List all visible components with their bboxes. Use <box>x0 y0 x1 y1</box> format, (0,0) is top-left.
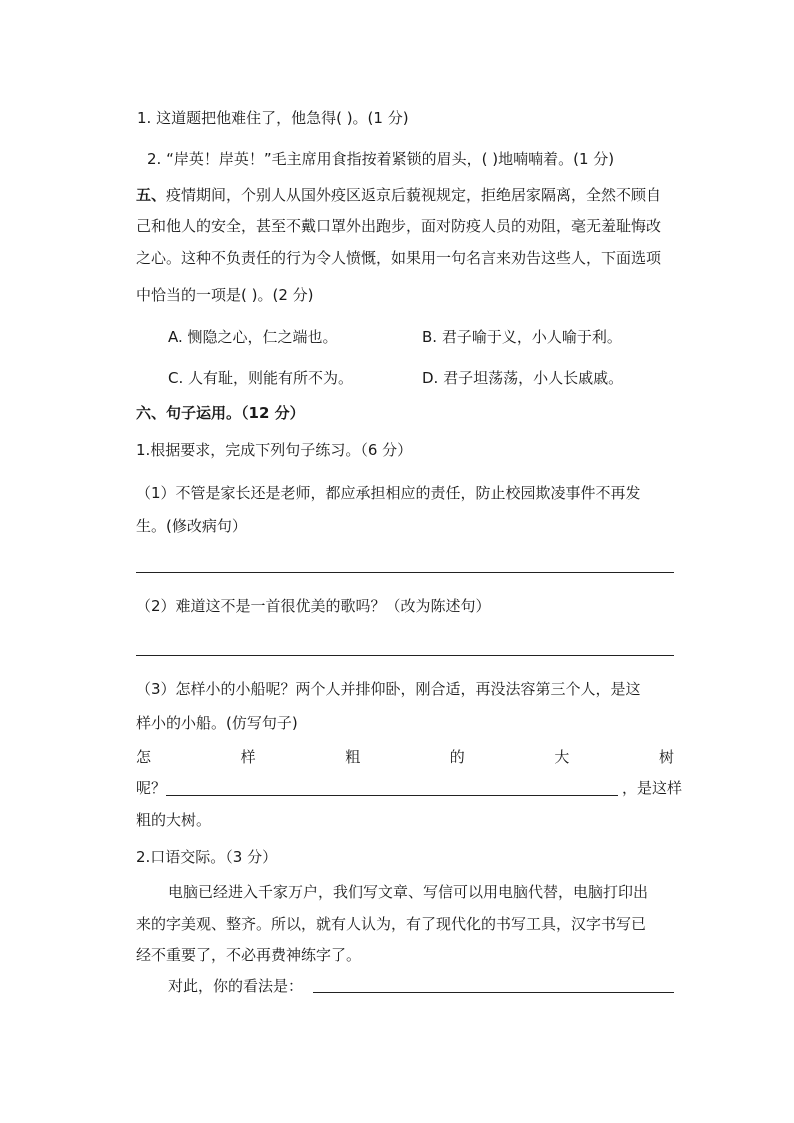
option-b: B. 君子喻于义，小人喻于利。 <box>422 328 622 346</box>
opinion-prompt: 对此，你的看法是： <box>168 977 304 995</box>
question-6-2-line-3: 经不重要了，不必再费神练字了。 <box>136 946 362 964</box>
section-5-line-4: 中恰当的一项是( )。(2 分) <box>136 286 314 304</box>
question-6-2-line-2: 来的字美观、整齐。所以，就有人认为，有了现代化的书写工具，汉字书写已 <box>136 915 647 933</box>
imitation-char: 树 <box>658 748 674 766</box>
imitation-line-end: ，是这样 <box>622 779 683 797</box>
imitation-char: 样 <box>240 748 256 766</box>
option-c: C. 人有耻，则能有所不为。 <box>168 369 354 387</box>
imitation-char: 的 <box>449 748 465 766</box>
imitation-sentence-start <box>136 747 674 767</box>
imitation-char: 怎 <box>136 748 152 766</box>
option-d: D. 君子坦荡荡，小人长戚戚。 <box>422 369 624 387</box>
imitation-line-start: 呢？ <box>136 779 167 797</box>
question-6-2-title: 2.口语交际。（3 分） <box>136 848 278 866</box>
imitation-char: 粗 <box>345 748 361 766</box>
answer-line-1[interactable] <box>136 572 674 573</box>
section-5-text-1: 疫情期间，个别人从国外疫区返京后藐视规定，拒绝居家隔离，全然不顾自 <box>166 186 662 204</box>
section-5-line-3: 之心。这种不负责任的行为令人愤慨，如果用一句名言来劝告这些人，下面选项 <box>136 249 662 267</box>
section-5-line-1 <box>136 185 661 205</box>
imitation-line-tail: 粗的大树。 <box>136 811 212 829</box>
section-5-line-2: 己和他人的安全，甚至不戴口罩外出跑步，面对防疫人员的劝阻，毫无羞耻悔改 <box>136 217 662 235</box>
question-4-1: 1. 这道题把他难住了，他急得( )。(1 分) <box>137 109 409 127</box>
question-6-1-1-line-1: （1）不管是家长还是老师，都应承担相应的责任，防止校园欺凌事件不再发 <box>136 484 641 502</box>
question-6-1-title: 1.根据要求，完成下列句子练习。（6 分） <box>136 441 413 459</box>
opinion-answer-line[interactable] <box>313 992 674 993</box>
question-6-1-3-line-2: 样小的小船。(仿写句子) <box>136 714 298 732</box>
section-5-heading: 五、 <box>136 186 167 204</box>
question-4-2: 2. “岸英！岸英！”毛主席用食指按着紧锁的眉头，( )地喃喃着。(1 分) <box>147 150 615 168</box>
answer-line-2[interactable] <box>136 655 674 656</box>
imitation-char: 大 <box>554 748 570 766</box>
section-6-heading: 六、句子运用。（12 分） <box>136 404 305 422</box>
question-6-2-line-1: 电脑已经进入千家万户，我们写文章、写信可以用电脑代替，电脑打印出 <box>168 883 649 901</box>
question-6-1-2: （2）难道这不是一首很优美的歌吗？（改为陈述句） <box>136 597 491 615</box>
imitation-answer-line[interactable] <box>166 795 618 796</box>
question-6-1-3-line-1: （3）怎样小的小船呢？两个人并排仰卧，刚合适，再没法容第三个人，是这 <box>136 680 641 698</box>
option-a: A. 恻隐之心，仁之端也。 <box>168 328 338 346</box>
question-6-1-1-line-2: 生。(修改病句） <box>136 517 247 535</box>
